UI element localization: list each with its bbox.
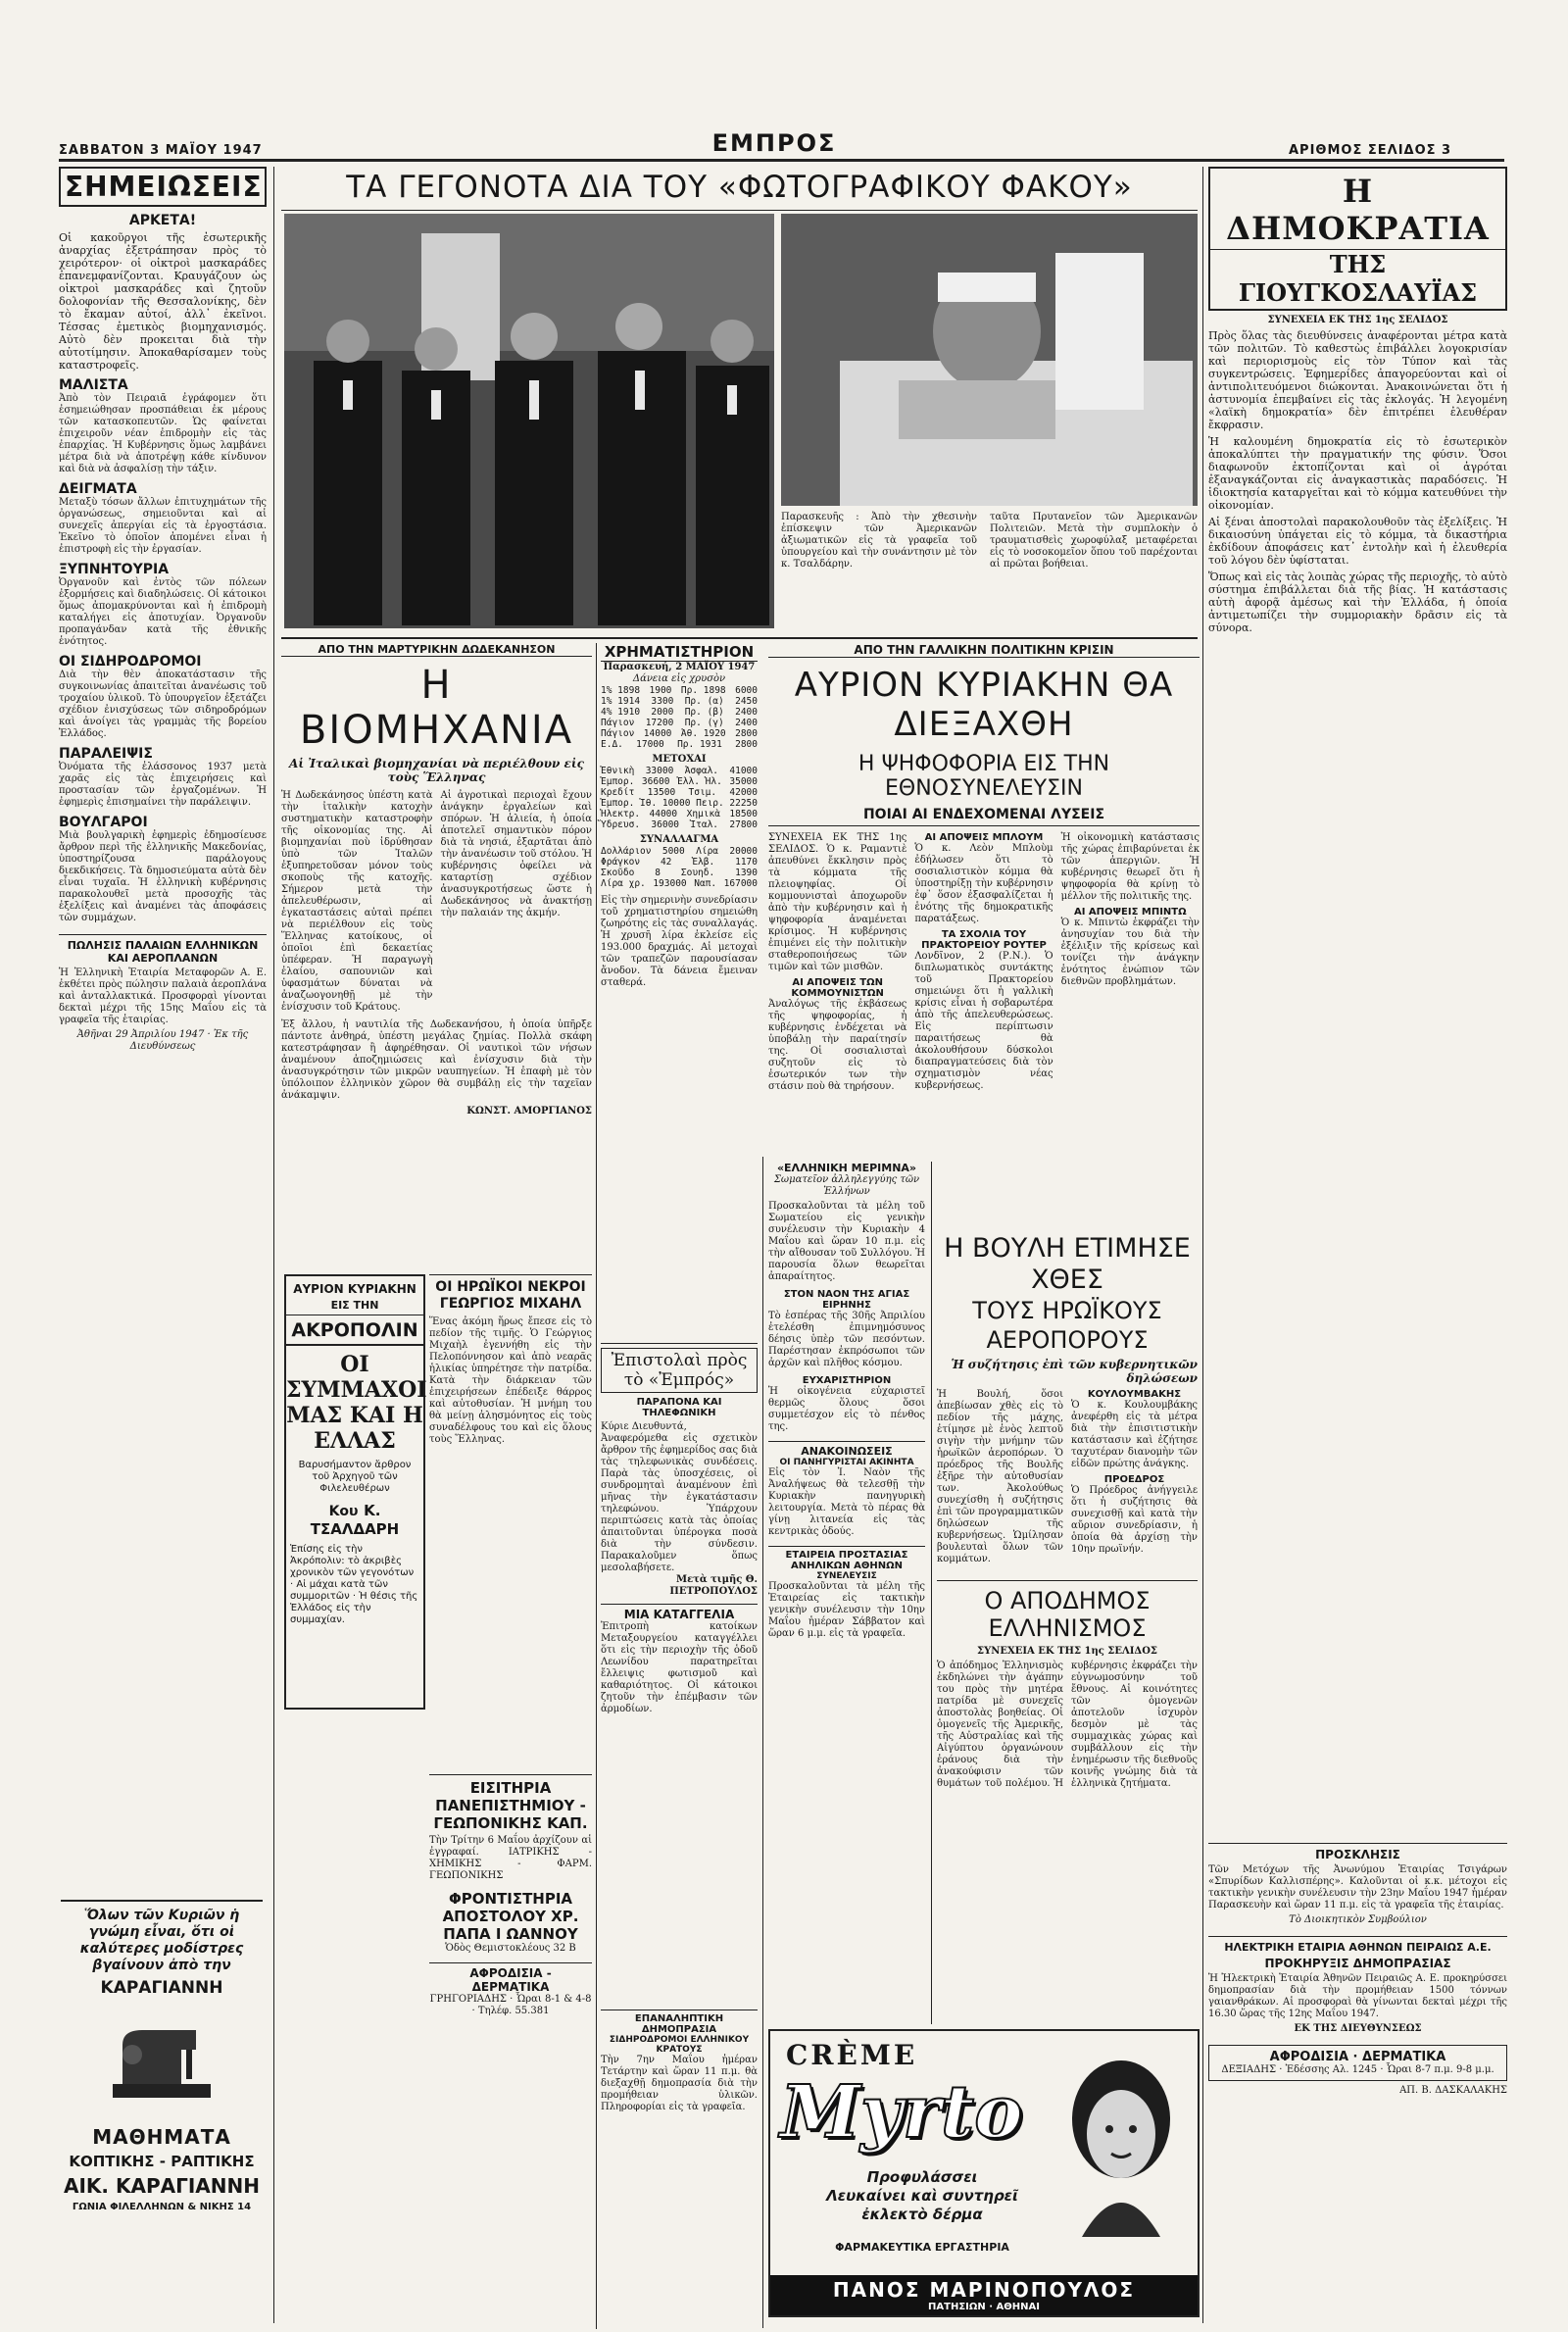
stock-cell: 1% 1898: [601, 685, 641, 696]
stock-cell: Δολλάριον: [601, 846, 652, 857]
france-subhead: ΠΟΙΑΙ ΑΙ ΕΝΔΕΧΟΜΕΝΑΙ ΛΥΣΕΙΣ: [768, 807, 1200, 826]
france-kicker: ΑΠΟ ΤΗΝ ΓΑΛΛΙΚΗΝ ΠΟΛΙΤΙΚΗΝ ΚΡΙΣΙΝ: [768, 643, 1200, 658]
parliament-sub-2: ΠΡΟΕΔΡΟΣ: [1103, 1474, 1165, 1485]
paraleipsis-text: Ὀνόματα τῆς ἐλάσσονος 1937 μετὰ χαρᾶς εἰς τὰς ἐπιχειρήσεις καὶ προστασίαν τῶν ἐργαζομένων. Ἡ ἐφημερὶς ἐπισημαίνει τὴν παράλειψιν.: [59, 762, 267, 808]
stock-cell: Πάγιον: [601, 728, 635, 739]
stock-cell: Πρ. (γ): [684, 718, 724, 728]
photo-bottom-rule: [281, 637, 1198, 639]
stock-row: [601, 809, 758, 819]
stock-cell: 20000: [729, 846, 758, 857]
masthead-rule: [59, 159, 1504, 162]
auction-title: ΠΡΟΚΗΡΥΞΙΣ ΔΗΜΟΠΡΑΣΙΑΣ: [1264, 1957, 1451, 1970]
column-rule-3: [762, 1157, 763, 2328]
myrto-lab: ΦΑΡΜΑΚΕΥΤΙΚΑ ΕΡΓΑΣΤΗΡΙΑ: [835, 2241, 1009, 2254]
tutoring-address: Ὁδὸς Θεμιστοκλέους 32 Β: [445, 1943, 576, 1954]
arketa-title: ΑΡΚΕΤΑ!: [128, 213, 197, 228]
stock-cell: 41000: [729, 766, 758, 776]
invitation-sign: Τὸ Διοικητικὸν Συμβούλιον: [1289, 1914, 1427, 1925]
stock-row: [601, 696, 758, 707]
myrto-claim-1: Προφυλάσσει: [866, 2168, 978, 2186]
doctor-ad-title: ΑΦΡΟΔΙΣΙΑ · ΔΕΡΜΑΤΙΚΑ: [1269, 2050, 1446, 2064]
wounded-photo: [781, 214, 1198, 506]
france-sub-c: ΤΑ ΣΧΟΛΙΑ ΤΟΥ ΠΡΑΚΤΟΡΕΙΟΥ ΡΟΥΤΕΡ: [921, 929, 1047, 951]
yugoslavia-text-4: Ὅπως καὶ εἰς τὰς λοιπὰς χώρας τῆς περιοχῆς, τὸ αὐτὸ σύστημα ἐπιβάλλεται διὰ τῆς βίας. Ἡ κατάστασις αὐτὴ ἀφορᾷ ἀμέσως καὶ τὴν Ἑλλάδα, ἡ ὁποία ἀντιμετωπίζει τὴν συμμοριακὴν δρᾶσιν εἰς τὰ σύνορα.: [1208, 571, 1507, 634]
association-text: Προσκαλοῦνται τὰ μέλη τοῦ Σωματείου εἰς γενικὴν συνέλευσιν τὴν Κυριακὴν 4 Μαΐου καὶ ὥραν 10 π.μ. εἰς τὴν αἴθουσαν τοῦ Συλλόγου. Ἡ παρουσία ὅλων θεωρεῖται ἀπαραίτητος.: [768, 1201, 925, 1282]
arketa-text: Οἱ κακοῦργοι τῆς ἐσωτερικῆς ἀναρχίας ἐξετράπησαν πρὸς τὸ χειρότερον· οἱ οἰκτροὶ μασκαράδες ἐπανεμφανίζονται. Κραυγάζουν ὡς οἰκτροὶ μασκαράδες καὶ ζητοῦν δολοφονίαν τῆς Θεσσαλονίκης, δὲν τὸ ἔκαμαν αὐτοί, ἀλλ᾽ ἐκεῖνοι. Τέσσας ἐμετικὸς βιομηχανισμός. Αὐτὸ δὲν προκειται διὰ τὴν αὐτοτίμησιν. Ἀποκαθαρίσαμεν τοὺς καταστροφεῖς.: [59, 231, 267, 372]
org-text: Προσκαλοῦνται τὰ μέλη τῆς Ἑταιρείας εἰς τακτικὴν γενικὴν συνέλευσιν τὴν 10ην Μαΐου ἡμέραν Σάββατον καὶ ὥραν 6 μ.μ. εἰς τὰ γραφεῖα.: [768, 1581, 925, 1639]
stock-cell: Ε.Δ.: [601, 739, 623, 750]
invitation-title: ΠΡΟΣΚΛΗΣΙΣ: [1315, 1848, 1400, 1861]
letters-title: Ἐπιστολαὶ πρὸς τὸ «Ἐμπρός»: [601, 1348, 758, 1393]
auction-repeat-sub: ΣΙΔΗΡΟΔΡΟΜΟΙ ΕΛΛΗΝΙΚΟΥ ΚΡΑΤΟΥΣ: [609, 2035, 750, 2055]
sewing-machine-icon: [103, 2006, 220, 2113]
stock-cell: Ἐθνικὴ: [601, 766, 635, 776]
france-sub-b: ΑΙ ΑΠΟΨΕΙΣ ΜΠΛΟΥΜ: [924, 832, 1044, 843]
stock-cell: Λίρα χρ.: [601, 878, 646, 889]
parliament-headline-1: Η ΒΟΥΛΗ ΕΤΙΜΗΣΕ ΧΘΕΣ: [944, 1233, 1191, 1295]
stock-cell: 42000: [729, 787, 758, 798]
stock-row: [601, 868, 758, 878]
yugoslavia-column: [1208, 167, 1507, 634]
stock-cell: 3300: [651, 696, 674, 707]
sale-notice-text: Ἡ Ἑλληνικὴ Ἑταιρία Μεταφορῶν Α. Ε. ἐκθέτει πρὸς πώλησιν παλαιὰ ἀεροπλάνα καὶ ἀνταλλακτικά. Προσφοραὶ γίνονται δεκταὶ μέχρι τῆς 15ης Μαΐου εἰς τὰ γραφεῖα τῆς ἑταιρίας.: [59, 968, 267, 1025]
myrto-maker-sub: ΠΑΤΗΣΙΩΝ · ΑΘΗΝΑΙ: [928, 2302, 1040, 2312]
stock-cell: 14000: [643, 728, 672, 739]
woman-portrait-icon: [1053, 2041, 1190, 2257]
stock-cell: Ἀσφαλ.: [684, 766, 719, 776]
paraleipsis-title: ΠΑΡΑΛΕΙΨΙΣ: [59, 746, 153, 762]
officers-photo-image: [284, 214, 774, 628]
industry-text-c: Ἐξ ἄλλου, ἡ ναυτιλία τῆς Δωδεκανήσου, ἡ ὁποία ὑπῆρξε πάντοτε ἀνθηρά, ὑπέστη μεγάλας ζημίας. Πολλὰ σκάφη κατεστράφησαν ἢ ἀφηρέθησαν. Οἱ ναυτικοὶ τῶν νήσων ἀναμένουν ἀποζημιώσεις καὶ ἐνίσχυσιν διὰ τὴν ἀνασυγκρότησιν τῶν μικρῶν ναυπηγείων. Ἡ ἐπαφὴ μὲ τὸν ὑπόλοιπον ἑλληνικὸν χῶρον θὰ συμβάλῃ εἰς τὴν ταχεῖαν ἀνάκαμψιν.: [281, 1019, 592, 1101]
france-sub-a: ΑΙ ΑΠΟΨΕΙΣ ΤΩΝ ΚΟΜΜΟΥΝΙΣΤΩΝ: [791, 977, 884, 999]
myrto-claim-2: Λευκαίνει καὶ συντηρεῖ: [826, 2187, 1018, 2205]
diaspora-kicker: ΣΥΝΕΧΕΙΑ ΕΚ ΤΗΣ 1ης ΣΕΛΙΔΟΣ: [977, 1646, 1157, 1657]
stock-cell: Πρ. 1931: [677, 739, 722, 750]
industry-body: [281, 790, 592, 1014]
association-column: [768, 1162, 925, 1640]
column-rule-4: [931, 1162, 932, 2024]
stock-cell: 13500: [647, 787, 676, 798]
stock-cell: 1% 1914: [601, 696, 641, 707]
parliament-headline-2: ΤΟΥΣ ΗΡΩΪΚΟΥΣ ΑΕΡΟΠΟΡΟΥΣ: [972, 1297, 1162, 1354]
heroes-text: Ἕνας ἀκόμη ἥρως ἔπεσε εἰς τὸ πεδίον τῆς τιμῆς. Ὁ Γεώργιος Μιχαὴλ ἐγεννήθη εἰς τὴν Πελοπόννησον καὶ ἀπὸ νεαρᾶς ἡλικίας ὑπηρέτησε τὴν πατρίδα. Κατὰ τὴν διάρκειαν τῶν ἐπιχειρήσεων ἐπέδειξε θάρρος καὶ αὐτοθυσίαν. Ἡ μνήμη του θὰ μείνῃ ἀλησμόνητος εἰς τοὺς συναδέλφους του καὶ εἰς ὅλους τοὺς Ἕλληνας.: [429, 1316, 592, 1445]
parliament-text: Ἡ Βουλή, ὅσοι ἀπεβίωσαν χθὲς εἰς τὸ πεδίον τῆς μάχης, ἐτίμησε μὲ ἑνὸς λεπτοῦ σιγὴν τὴν μνήμην τῶν ἡρωϊκῶν ἀεροπόρων. Ὁ πρόεδρος τῆς Βουλῆς ἐξῆρε τὴν αὐτοθυσίαν των. Ἀκολούθως συνεχίσθη ἡ συζήτησις ἐπὶ τῶν προγραμματικῶν δηλώσεων τῆς κυβερνήσεως. Ὡμίλησαν βουλευταὶ ὅλων τῶν κομμάτων.: [937, 1389, 1063, 1564]
notes-title: ΣΗΜΕΙΩΣΕΙΣ: [59, 167, 267, 207]
myrto-brand: Myrto: [780, 2070, 1023, 2155]
parliament-subhead: Ἡ συζήτησις ἐπὶ τῶν κυβερνητικῶν δηλώσεων: [951, 1358, 1198, 1385]
auction-repeat-title: ΕΠΑΝΑΛΗΠΤΙΚΗ ΔΗΜΟΠΡΑΣΙΑ: [634, 2013, 724, 2035]
yugoslavia-text-1: Πρὸς ὅλας τὰς διευθύνσεις ἀναφέρονται μέτρα κατὰ τῶν πολιτῶν. Τὸ καθεστὼς ἐπιβάλλει λογοκρισίαν καὶ περιορισμοὺς εἰς τὸν Τύπον καὶ τὰς συγκεντρώσεις. Ἐφημερίδες ἀπαγορεύονται καὶ οἱ ἀντιπολιτευόμενοι διώκονται. Ἀνακοινώνεται ὅτι ἡ ἀστυνομία ἐπεμβαίνει εἰς τὰς ἐκλογάς. Ἡ λεγομένη «λαϊκὴ δημοκρατία» δὲν ἐπιτρέπει ἐλευθέραν ἔκφρασιν.: [1208, 329, 1507, 431]
university-text: Τὴν Τρίτην 6 Μαΐου ἀρχίζουν αἱ ἐγγραφαί. ΙΑΤΡΙΚΗΣ - ΧΗΜΙΚΗΣ - ΦΑΡΜ. ΓΕΩΠΟΝΙΚΗΣ: [429, 1835, 592, 1881]
stock-table-bonds: [601, 685, 758, 750]
industry-subhead: Αἱ Ἰταλικαὶ βιομηχανίαι νὰ περιέλθουν εἰς τοὺς Ἕλληνας: [289, 757, 584, 784]
complaint-title: ΜΙΑ ΚΑΤΑΓΓΕΛΙΑ: [601, 1604, 758, 1621]
stock-cell: Ἀθ. 1920: [680, 728, 726, 739]
invitation-text: Τῶν Μετόχων τῆς Ἀνωνύμου Ἑταιρίας Τσιγάρων «Σπυρίδων Καλλισπέρης». Καλοῦνται οἱ κ.κ. μέτοχοι εἰς τακτικὴν γενικὴν συνέλευσιν τὴν 23ην Μαΐου 1947 ἡμέραν Παρασκευὴν καὶ ὥραν 11 π.μ. εἰς τὰ γραφεῖα τῆς ἑταιρίας.: [1208, 1864, 1507, 1910]
stock-cell: 1170: [735, 857, 758, 868]
stock-cell: Χημικὰ: [686, 809, 720, 819]
officers-photo: [284, 214, 774, 628]
column-rule-right: [1202, 167, 1203, 2323]
complaint-text: Ἐπιτροπὴ κατοίκων Μεταξουργείου καταγγέλλει ὅτι εἰς τὴν περιοχὴν τῆς ὁδοῦ Λεωνίδου παρατηρεῖται ἔλλειψις φωτισμοῦ καὶ καθαριότητος. Οἱ κάτοικοι ζητοῦν τὴν ἐπέμβασιν τῶν ἀρμοδίων.: [601, 1621, 758, 1714]
diaspora-text: Ὁ ἀπόδημος Ἑλληνισμὸς ἐκδηλώνει τὴν ἀγάπην του πρὸς τὴν μητέρα πατρίδα μὲ συνεχεῖς ἀποστολὰς βοηθείας. Οἱ ὁμογενεῖς τῆς Ἀμερικῆς, τῆς Αὐστραλίας καὶ τῆς Αἰγύπτου ὀργανώνουν ἐράνους διὰ τὴν ἀνακούφισιν τῶν θυμάτων τοῦ πολέμου. Ἡ κυβέρνησις ἐκφράζει τὴν εὐγνωμοσύνην τοῦ ἔθνους. Αἱ κοινότητες τῶν ὁμογενῶν ἀποτελοῦν ἰσχυρὸν δεσμὸν μὲ τὰς συμμαχικὰς χώρας καὶ συμβάλλουν εἰς τὴν ἐνημέρωσιν τῆς διεθνοῦς κοινῆς γνώμης διὰ τὰ ἑλληνικὰ ζητήματα.: [937, 1661, 1198, 1789]
stock-cell: 42: [660, 857, 672, 868]
stock-cell: 2450: [735, 696, 758, 707]
yugoslavia-kicker: ΣΥΝΕΧΕΙΑ ΕΚ ΤΗΣ 1ης ΣΕΛΙΔΟΣ: [1267, 315, 1448, 325]
stock-cell: Πειρ.: [696, 798, 724, 809]
yugoslavia-title-1: Η ΔΗΜΟΚΡΑΤΙΑ: [1226, 173, 1490, 247]
auction-repeat: [601, 2009, 758, 2113]
stock-cell: 17200: [645, 718, 674, 728]
stock-cell: Ἰταλ.: [690, 819, 719, 830]
sale-notice-title: ΠΩΛΗΣΙΣ ΠΑΛΑΙΩΝ ΕΛΛΗΝΙΚΩΝ ΚΑΙ ΑΕΡΟΠΛΑΝΩΝ: [59, 934, 267, 965]
stock-cell: Σουηδ.: [680, 868, 715, 878]
stock-row: [601, 728, 758, 739]
stock-table-exchange: [601, 846, 758, 889]
announcements-text: Εἰς τὸν Ἱ. Ναὸν τῆς Ἀναλήψεως θὰ τελεσθῇ τὴν Κυριακὴν πανηγυρικὴ λειτουργία. Μετὰ τὸ πέρας θὰ γίνῃ λιτανεία εἰς τὰς κεντρικὰς ὁδούς.: [768, 1467, 925, 1537]
france-col-a: [768, 832, 906, 1093]
yugoslavia-title-2: ΤΗΣ ΓΙΟΥΓΚΟΣΛΑΥΪΑΣ: [1210, 249, 1505, 307]
malista-text: Ἀπὸ τὸν Πειραιᾶ ἐγράφομεν ὅτι ἐσημειώθησαν προσπάθειαι ἐκ μέρους τῶν κατασκοπευτῶν. Ὡς φαίνεται ἐπιχειροῦν νέαν ἐπιδρομὴν εἰς τὰς ἐπαρχίας. Ἡ Κυβέρνησις ὅμως λαμβάνει μέτρα διὰ νὰ ἀποτρέψῃ κάθε κίνδυνον καὶ διὰ νὰ ἀσφαλίσῃ τὴν τάξιν.: [59, 393, 267, 474]
france-headline-2: Η ΨΗΦΟΦΟΡΙΑ ΕΙΣ ΤΗΝ ΕΘΝΟΣΥΝΕΛΕΥΣΙΝ: [858, 752, 1110, 801]
paper-name: ΕΜΠΡΟΣ: [711, 129, 837, 157]
stock-cell: 4% 1910: [601, 707, 641, 718]
stock-cell: Πάγιον: [601, 718, 635, 728]
stock-cell: 2400: [735, 707, 758, 718]
stock-row: [601, 798, 758, 809]
stock-cell: 36600: [641, 776, 670, 787]
stock-cell: Λίρα: [696, 846, 719, 857]
myrto-maker: ΠΑΝΟΣ ΜΑΡΙΝΟΠΟΥΛΟΣ: [832, 2278, 1136, 2302]
stock-cell: Πρ. (β): [684, 707, 724, 718]
stock-cell: 2000: [651, 707, 674, 718]
akropolis-ad-author: [286, 1501, 423, 1538]
akropolis-ad-text: Βαρυσήμαντον ἄρθρον τοῦ Ἀρχηγοῦ τῶν Φιλελευθέρων: [298, 1460, 412, 1494]
letters-section: [601, 1343, 758, 1715]
voulgaroi-title: ΒΟΥΛΓΑΡΟΙ: [59, 815, 148, 830]
sewing-ad-lessons: ΜΑΘΗΜΑΤΑ: [92, 2125, 231, 2149]
stock-cell: Πρ. 1898: [680, 685, 726, 696]
church-text: Τὸ ἑσπέρας τῆς 30ῆς Ἀπριλίου ἐτελέσθη ἐπιμνημόσυνος δέησις ὑπὲρ τῶν πεσόντων. Παρέστησαν ἐκπρόσωποι τῶν ἀρχῶν καὶ πλῆθος κόσμου.: [768, 1311, 925, 1368]
announcements-sub: ΟΙ ΠΑΝΗΓΥΡΙΣΤΑΙ ΑΚΙΝΗΤΑ: [779, 1458, 914, 1467]
wounded-photo-image: [781, 214, 1198, 506]
stock-cell: 193000: [653, 878, 687, 889]
stock-row: [601, 787, 758, 798]
deigmata-text: Μεταξὺ τόσων ἄλλων ἐπιτυχημάτων τῆς ὀργανώσεως, σημειοῦνται καὶ αἱ συνεχεῖς ἀπεργίαι εἰς τὰ ἐργοστάσια. Ἐκεῖνο τὸ ὁποῖον ἀπομένει εἶναι ἡ ἐπιστροφὴ εἰς τὴν ἐργασίαν.: [59, 497, 267, 555]
parliament-text-3: Ὁ Πρόεδρος ἀνήγγειλε ὅτι ἡ συζήτησις θὰ συνεχισθῇ καὶ κατὰ τὴν αὔριον συνεδρίασιν, ἡ ὁποία θὰ ἀρχίσῃ τὴν 10ην πρωϊνήν.: [1071, 1485, 1198, 1555]
stock-cell: 27800: [729, 819, 758, 830]
france-body: [768, 832, 1200, 1093]
photo-caption-left: Παρασκευῆς : Ἀπὸ τὴν χθεσινὴν ἐπίσκεψιν τῶν Ἀμερικανῶν ἀξιωματικῶν εἰς τὰ γραφεῖα τοῦ ὑπουργείου καὶ τὴν συνάντησιν μὲ τὸν κ. Τσαλδάρην.: [781, 512, 977, 570]
stock-cell: 35000: [729, 776, 758, 787]
ksypnitoyria-text: Ὀργανοῦν καὶ ἐντὸς τῶν πόλεων ἐξορμήσεις καὶ διαδηλώσεις. Οἱ κάτοικοι ὅμως ἀπομακρύνονται καὶ ἡ ἐπιδρομὴ καταλήγει εἰς ἀποτυχίαν. Ὀργανοῦν προπαγάνδαν κατὰ τῆς ἐθνικῆς ἑνότητος.: [59, 577, 267, 647]
notes-column: [59, 167, 267, 1053]
france-text-f: Ὁ κ. Μπιντὼ ἐκφράζει τὴν ἀνησυχίαν του διὰ τὴν ἐξέλιξιν τῆς κρίσεως καὶ τονίζει τὴν ἀνάγκην ἑνότητος ἐνώπιον τῶν διεθνῶν προβλημάτων.: [1060, 918, 1200, 987]
sidirodromoi-title: ΟΙ ΣΙΔΗΡΟΔΡΟΜΟΙ: [59, 654, 202, 670]
stock-cell: Πρ. (α): [684, 696, 724, 707]
myrto-claim-3: ἐκλεκτὸ δέρμα: [861, 2206, 983, 2223]
deigmata-title: ΔΕΙΓΜΑΤΑ: [59, 481, 137, 497]
stock-cell: Ἑλβ.: [692, 857, 715, 868]
stock-cell: Φράγκον: [601, 857, 641, 868]
industry-text-a: Ἡ Δωδεκάνησος ὑπέστη κατὰ τὴν ἰταλικὴν κατοχὴν συστηματικὴν καταστροφὴν τῆς οἰκονομίας της. Αἱ βιομηχανίαι ποὺ ἱδρύθησαν ὑπὸ τῶν Ἰταλῶν ἐξυπηρετοῦσαν μόνον τοὺς σκοποὺς τῆς κατοχῆς. Σήμερον μετὰ τὴν ἀπελευθέρωσιν, αἱ ἐγκαταστάσεις αὐταὶ πρέπει νὰ περιέλθουν εἰς τοὺς Ἕλληνας κατοίκους, οἱ ὁποῖοι ἐπὶ δεκαετίας ὑπέφεραν. Ἡ παραγωγὴ ἐλαίου, σαπουνιῶν καὶ ὑφασμάτων δύναται νὰ ἀναζωογονηθῇ μὲ τὴν ἐνίσχυσιν τοῦ Κράτους.: [281, 790, 433, 1013]
sewing-ad-subject: ΚΟΠΤΙΚΗΣ - ΡΑΠΤΙΚΗΣ: [69, 2153, 255, 2170]
stock-cell: 2400: [735, 718, 758, 728]
stock-cell: 1900: [649, 685, 672, 696]
sidirodromoi-text: Διὰ τὴν θὲν ἀποκατάστασιν τῆς συγκοινωνίας ἀπαιτεῖται ἀνανέωσις τοῦ τροχαίου ὑλικοῦ. Τὸ ὑπουργεῖον ἐξετάζει σχέδιον ἐνισχύσεως τῶν σιδηροδρόμων καὶ ἀνοίγει τὰς γραμμὰς τῆς βορείου Ἑλλάδος.: [59, 670, 267, 739]
sewing-ad-name: ΚΑΡΑΓΙΑΝΝΗ: [100, 1978, 223, 1998]
stock-cell: 2800: [735, 728, 758, 739]
column-rule-2: [596, 643, 597, 2329]
thanks-title: ΕΥΧΑΡΙΣΤΗΡΙΟΝ: [802, 1375, 892, 1386]
industry-text-b: Αἱ ἀγροτικαὶ περιοχαὶ ἔχουν ἀνάγκην ἐργαλείων καὶ σπόρων. Ἡ ἀλιεία, ἡ ὁποία ἀποτελεῖ σημαντικὸν πόρον διὰ τὰ νησιά, ἐξαρτᾶται ἀπὸ τὴν ἀνανέωσιν τοῦ στόλου. Ἡ κυβέρνησις ὀφείλει νὰ καταρτίσῃ σχέδιον ἀνασυγκροτήσεως ὥστε ἡ Δωδεκάνησος νὰ ἀνακτήσῃ τὴν παλαιάν της ἀκμήν.: [440, 790, 592, 918]
myrto-brand-top: CRÈME: [786, 2039, 918, 2071]
stock-subtitle: Δάνεια εἰς χρυσὸν: [632, 673, 726, 684]
right-notices: [1208, 1843, 1507, 2097]
association-title: «ΕΛΛΗΝΙΚΗ ΜΕΡΙΜΝΑ»: [776, 1162, 917, 1174]
stock-cell: Ἑλλ. Ἠλ.: [677, 776, 722, 787]
france-text-b: Ἀναλόγως τῆς ἐκβάσεως τῆς ψηφοφορίας, ἡ κυβέρνησις ἐνδέχεται νὰ ὑποβάλῃ τὴν παραίτησίν της. Οἱ σοσιαλισταὶ συζητοῦν εἰς τὸ ἐσωτερικόν των τὴν στάσιν ποὺ θὰ τηρήσουν.: [768, 999, 907, 1092]
auction-sign: ΕΚ ΤΗΣ ΔΙΕΥΘΥΝΣΕΩΣ: [1294, 2023, 1422, 2034]
column-rule-1: [273, 167, 274, 2323]
parliament-article: [937, 1233, 1198, 1565]
stock-table-shares: [601, 766, 758, 830]
stock-row: [601, 776, 758, 787]
doctor2-text: ΓΡΗΓΟΡΙΑΔΗΣ · Ὧραι 8-1 & 4-8 · Τηλέφ. 55.381: [429, 1994, 592, 2016]
auction-company: ΗΛΕΚΤΡΙΚΗ ΕΤΑΙΡΙΑ ΑΘΗΝΩΝ ΠΕΙΡΑΙΩΣ Α.Ε.: [1208, 1936, 1507, 1954]
stock-cell: Τσιμ.: [688, 787, 717, 798]
yugoslavia-text-2: Ἡ καλουμένη δημοκρατία εἰς τὸ ἐσωτερικὸν ἀποκαλύπτει τὴν πραγματικήν της φύσιν. Ὅσοι διαφωνοῦν ἐκτοπίζονται καὶ οἱ ἀγρόται ἐξαναγκάζονται εἰς ἀναγκαστικὰς παραδόσεις. Ἡ ἰδιοκτησία καταργεῖται καὶ τὸ κόμμα κατευθύνει τὴν οἰκονομίαν.: [1208, 435, 1507, 512]
stock-row: [601, 878, 758, 889]
stock-cell: 17000: [636, 739, 664, 750]
stock-row: [601, 857, 758, 868]
stock-text: Εἰς τὴν σημερινὴν συνεδρίασιν τοῦ χρηματιστηρίου σημειώθη ζωηρότης εἰς τὰς συναλλαγάς. Ἡ χρυσῆ λίρα ἐκλείσε εἰς 193.000 δραχμάς. Αἱ μετοχαὶ τῶν τραπεζῶν παρουσίασαν ἄνοδον. Τὰ δάνεια ἔμειναν σταθερά.: [601, 895, 758, 988]
page-number: ΑΡΙΘΜΟΣ ΣΕΛΙΔΟΣ 3: [1289, 143, 1452, 158]
doctor-ad-sign: ΑΠ. Β. ΔΑΣΚΑΛΑΚΗΣ: [1399, 2085, 1507, 2096]
stock-title: ΧΡΗΜΑΤΙΣΤΗΡΙΟΝ: [601, 643, 758, 662]
stock-row: [601, 685, 758, 696]
stock-cell: 167000: [723, 878, 758, 889]
stock-cell: 2800: [735, 739, 758, 750]
stock-cell: 18500: [729, 809, 758, 819]
photo-banner-headline: ΤΑ ΓΕΓΟΝΟΤΑ ΔΙΑ ΤΟΥ «ΦΩΤΟΓΡΑΦΙΚΟΥ ΦΑΚΟΥ»: [281, 165, 1198, 211]
org-title: ΕΤΑΙΡΕΙΑ ΠΡΟΣΤΑΣΙΑΣ ΑΝΗΛΙΚΩΝ ΑΘΗΝΩΝ: [768, 1546, 925, 1571]
university-tickets: [429, 1774, 592, 2017]
france-col-c: [1061, 832, 1200, 1093]
akropolis-ad-author-prefix: Κου: [328, 1504, 359, 1519]
stock-date: Παρασκευή, 2 ΜΑΪΟΥ 1947: [603, 662, 756, 672]
france-text-a: ΣΥΝΕΧΕΙΑ ΕΚ ΤΗΣ 1ης ΣΕΛΙΔΟΣ. Ὁ κ. Ραμαντιὲ ἀπευθύνει ἔκκλησιν πρὸς τὰ κόμματα τῆς πλειοψηφίας. Οἱ κομμουνισταὶ ἀποχωροῦν ἀπὸ τὴν κυβέρνησιν καὶ ἡ ψηφοφορία ἀναμένεται κρίσιμος. Ἡ κυβέρνησις ἐπιμένει εἰς τὴν πολιτικὴν σταθεροποιήσεως τῶν τιμῶν καὶ τῶν μισθῶν.: [768, 832, 907, 972]
stock-cell: 36000: [651, 819, 680, 830]
tutoring-title: ΦΡΟΝΤΙΣΤΗΡΙΑ ΑΠΟΣΤΟΛΟΥ ΧΡ. ΠΑΠΑ Ι ΩΑΝΝΟΥ: [442, 1890, 579, 1943]
doctor-ad: [1208, 2045, 1507, 2081]
stock-cell: Ναπ.: [694, 878, 717, 889]
doctor-ad-text: ΔΕΞΙΑΔΗΣ · Ἐδέσσης Αλ. 1245 · Ὧραι 8-7 π.μ. 9-8 μ.μ.: [1221, 2064, 1494, 2075]
sewing-school-ad: [61, 1900, 263, 2332]
akropolis-ad-line2: ΕΙΣ ΤΗΝ: [286, 1299, 423, 1315]
stock-cell: 1390: [735, 868, 758, 878]
stock-cell: Ἐμπορ. Ἰθ.: [601, 798, 658, 809]
akropolis-ad: [284, 1274, 425, 1710]
org-sub: ΣΥΝΕΛΕΥΣΙΣ: [816, 1571, 877, 1581]
stock-subtitle-2: ΜΕΤΟΧΑΙ: [652, 754, 707, 765]
france-text-e: Ἡ οἰκονομικὴ κατάστασις τῆς χώρας ἐπιβαρύνεται ἐκ τῶν ἀπεργιῶν. Ἡ κυβέρνησις θεωρεῖ ὅτι ἡ ψηφοφορία θὰ κρίνῃ τὸ μέλλον τῆς πολιτικῆς της.: [1060, 832, 1200, 902]
akropolis-ad-author-name: Κ. ΤΣΑΛΔΑΡΗ: [310, 1502, 400, 1538]
stock-row: [601, 707, 758, 718]
stock-cell: Ἠλεκτρ.: [601, 809, 641, 819]
france-text-d: Λονδῖνον, 2 (Ρ.Ν.). Ὁ διπλωματικὸς συντάκτης τοῦ Πρακτορείου σημειώνει ὅτι ἡ γαλλικὴ κρίσις εἶναι ἡ σοβαρωτέρα ἀπὸ τῆς ἀπελευθερώσεως. Εἰς περίπτωσιν παραιτήσεως θὰ ἀκολουθήσουν δύσκολοι διαπραγματεύσεις διὰ τὸν σχηματισμὸν νέας κυβερνήσεως.: [914, 951, 1054, 1091]
stock-cell: Ἐμπορ.: [601, 776, 635, 787]
church-title: ΣΤΟΝ ΝΑΟΝ ΤΗΣ ΑΓΙΑΣ ΕΙΡΗΝΗΣ: [783, 1289, 910, 1311]
doctor2-title: ΑΦΡΟΔΙΣΙΑ - ΔΕΡΜΑΤΙΚΑ: [429, 1962, 592, 1994]
industry-kicker: ΑΠΟ ΤΗΝ ΜΑΡΤΥΡΙΚΗΝ ΔΩΔΕΚΑΝΗΣΟΝ: [281, 643, 592, 657]
auction-text: Ἡ Ἠλεκτρικὴ Ἑταιρία Ἀθηνῶν Πειραιῶς Α. Ε. προκηρύσσει δημοπρασίαν διὰ τὴν προμήθειαν 1500 τόννων γαιανθράκων. Αἱ προσφοραὶ θὰ γίνωνται δεκταὶ μέχρι τῆς 16.30 ὥρας τῆς 12ης Μαΐου 1947.: [1208, 1973, 1507, 2019]
university-title: ΕΙΣΙΤΗΡΙΑ ΠΑΝΕΠΙΣΤΗΜΙΟΥ - ΓΕΩΠΟΝΙΚΗΣ ΚΑΠ.: [433, 1779, 588, 1832]
stock-cell: 6000: [735, 685, 758, 696]
association-sub: Σωματεῖον ἀλληλεγγύης τῶν Ἑλλήνων: [773, 1174, 920, 1197]
stock-row: [601, 766, 758, 776]
announcements-title: ΑΝΑΚΟΙΝΩΣΕΙΣ: [768, 1441, 925, 1458]
france-headline-1: ΑΥΡΙΟΝ ΚΥΡΙΑΚΗΝ ΘΑ ΔΙΕΞΑΧΘΗ: [794, 666, 1174, 744]
diaspora-headline: Ο ΑΠΟΔΗΜΟΣ ΕΛΛΗΝΙΣΜΟΣ: [984, 1587, 1151, 1642]
industry-article: [281, 643, 592, 1117]
letters-text: Ἀναφερόμεθα εἰς σχετικὸν ἄρθρον τῆς ἐφημερίδος σας διὰ τὰς τηλεφωνικὰς συνδέσεις. Παρὰ τὰς ὑποσχέσεις, οἱ συνδρομηταὶ ἀναμένουν ἐπὶ μῆνας τὴν ἐγκατάστασιν τηλεφώνου. Ὑπάρχουν περιπτώσεις κατὰ τὰς ὁποίας ἀπαιτοῦνται ὑπέρογκα ποσὰ διὰ τὴν σύνδεσιν. Παρακαλοῦμεν ὅπως μεσολαβήσετε.: [601, 1433, 758, 1573]
yugoslavia-text-3: Αἱ ξέναι ἀποστολαὶ παρακολουθοῦν τὰς ἐξελίξεις. Ἡ δικαιοσύνη ὑπάγεται εἰς τὸ κόμμα, τὰ δικαστήρια ἐκδίδουν ἀποφάσεις κατ᾽ ἐντολὴν καὶ ἡ ἐλευθερία τοῦ λόγου δὲν ὑφίσταται.: [1208, 516, 1507, 567]
stock-row: [601, 819, 758, 830]
thanks-text: Ἡ οἰκογένεια εὐχαριστεῖ θερμῶς ὅλους ὅσοι συμμετέσχον εἰς τὸ πένθος της.: [768, 1386, 925, 1432]
stock-cell: 33000: [645, 766, 674, 776]
stock-exchange: [601, 643, 758, 989]
heroes-article: [429, 1274, 592, 1446]
heroes-headline: ΟΙ ΗΡΩΪΚΟΙ ΝΕΚΡΟΙ ΓΕΩΡΓΙΟΣ ΜΙΧΑΗΛ: [435, 1279, 586, 1312]
stock-row: [601, 718, 758, 728]
industry-sign: ΚΩΝΣΤ. ΑΜΟΡΓΙΑΝΟΣ: [466, 1106, 592, 1116]
letters-sign: Μετὰ τιμῆς Θ. ΠΕΤΡΟΠΟΥΛΟΣ: [669, 1574, 758, 1597]
sewing-ad-teacher: ΑΙΚ. ΚΑΡΑΓΙΑΝΝΗ: [64, 2174, 260, 2198]
parliament-col-b: [1071, 1389, 1198, 1565]
ksypnitoyria-title: ΞΥΠΝΗΤΟΥΡΙΑ: [59, 562, 170, 577]
france-col-b: [914, 832, 1053, 1093]
stock-cell: Ὕδρευσ.: [601, 819, 641, 830]
stock-cell: 5000: [662, 846, 685, 857]
industry-headline: Η ΒΙΟΜΗΧΑΝΙΑ: [299, 663, 574, 753]
stock-cell: 10000: [662, 798, 691, 809]
letters-greeting: Κύριε Διευθυντά,: [601, 1421, 687, 1432]
myrto-cream-ad: [768, 2029, 1200, 2317]
stock-cell: 44000: [649, 809, 678, 819]
diaspora-article: [937, 1580, 1198, 1790]
malista-title: ΜΑΛΙΣΤΑ: [59, 377, 128, 393]
myrto-maker-bar: [770, 2275, 1198, 2315]
akropolis-ad-extra: Ἐπίσης εἰς τὴν Ἀκρόπολιν: τὸ ἀκριβὲς χρονικὸν τῶν γεγονότων · Αἱ μάχαι κατὰ τῶν συμμοριτῶν · Ἡ θέσις τῆς Ἑλλάδος εἰς τὴν συμμαχίαν.: [290, 1544, 418, 1625]
france-sub-d: ΑΙ ΑΠΟΨΕΙΣ ΜΠΙΝΤΩ: [1073, 907, 1187, 918]
photo-caption-right: ταῦτα Πρυτανεῖον τῶν Ἀμερικανῶν Πολιτειῶν. Μετὰ τὴν συμπλοκὴν ὁ τραυματισθεὶς χωροφύλαξ μεταφέρεται εἰς τὸ νοσοκομεῖον ὅπου τοῦ παρέχονται αἱ πρῶται βοήθειαι.: [990, 512, 1198, 570]
stock-cell: 22250: [729, 798, 758, 809]
sewing-ad-address: ΓΩΝΙΑ ΦΙΛΕΛΛΗΝΩΝ & ΝΙΚΗΣ 14: [72, 2202, 252, 2212]
issue-date: ΣΑΒΒΑΤΟΝ 3 ΜΑΪΟΥ 1947: [59, 143, 263, 158]
sewing-ad-slogan: Ὅλων τῶν Κυριῶν ἡ γνώμη εἶναι, ὅτι οἱ καλύτερες μοδίστρες βγαίνουν ἀπὸ την: [79, 1908, 244, 1973]
france-article: [768, 643, 1200, 1093]
stock-row: [601, 739, 758, 750]
stock-cell: Σκοῦδο: [601, 868, 635, 878]
akropolis-ad-paper: ΑΚΡΟΠΟΛΙΝ: [286, 1319, 423, 1346]
parliament-body: [937, 1389, 1198, 1565]
parliament-sub-1: ΚΟΥΛΟΥΜΒΑΚΗΣ: [1087, 1389, 1182, 1400]
myrto-claims: [809, 2168, 1035, 2224]
stock-cell: Κρεδίτ: [601, 787, 635, 798]
akropolis-ad-title: ΟΙ ΣΥΜΜΑΧΟΙ ΜΑΣ ΚΑΙ Η ΕΛΛΑΣ: [286, 1352, 427, 1454]
france-text-c: Ὁ κ. Λεὸν Μπλοὺμ ἐδήλωσεν ὅτι τὸ σοσιαλιστικὸν κόμμα θὰ ὑποστηρίξῃ τὴν κυβέρνησιν ἐφ᾽ ὅσον ἐξασφαλίζεται ἡ ἑνότης τῆς δημοκρατικῆς παρατάξεως.: [914, 843, 1054, 924]
letters-sub: ΠΑΡΑΠΟΝΑ ΚΑΙ ΤΗΛΕΦΩΝΙΚΗ: [636, 1397, 722, 1418]
akropolis-ad-line1: ΑΥΡΙΟΝ ΚΥΡΙΑΚΗΝ: [293, 1282, 416, 1296]
stock-cell: 8: [655, 868, 661, 878]
parliament-text-2: Ὁ κ. Κουλουμβάκης ἀνεφέρθη εἰς τὰ μέτρα διὰ τὴν ἐπισιτιστικὴν κατάστασιν καὶ ἐζήτησε ταχυτέραν διανομὴν τῶν εἰδῶν πρώτης ἀνάγκης.: [1071, 1400, 1198, 1469]
yugoslavia-headline-box: [1208, 167, 1507, 311]
stock-row: [601, 846, 758, 857]
sale-notice-sign: Ἀθῆναι 29 Ἀπριλίου 1947 · Ἐκ τῆς Διευθύνσεως: [76, 1029, 249, 1052]
stock-subtitle-3: ΣΥΝΑΛΛΑΓΜΑ: [639, 834, 719, 845]
voulgaroi-text: Μιὰ βουλγαρικὴ ἐφημερὶς ἐδημοσίευσε ἄρθρον περὶ τῆς ἑλληνικῆς Μακεδονίας, ὑποστηρίζουσα παράλογους διεκδικήσεις. Τὰ δημοσιεύματα αὐτὰ δὲν εἶναι τυχαῖα. Ἡ ἑλληνικὴ κυβέρνησις παρακολουθεῖ μετὰ προσοχῆς τὰς ἐξελίξεις καὶ ἀναμένει τὰς ἀποφάσεις τῶν συμμάχων.: [59, 830, 267, 923]
auction-repeat-text: Τὴν 7ην Μαΐου ἡμέραν Τετάρτην καὶ ὥραν 11 π.μ. θὰ διεξαχθῇ δημοπρασία διὰ τὴν προμήθειαν ὑλικῶν. Πληροφορίαι εἰς τὰ γραφεῖα.: [601, 2055, 758, 2112]
